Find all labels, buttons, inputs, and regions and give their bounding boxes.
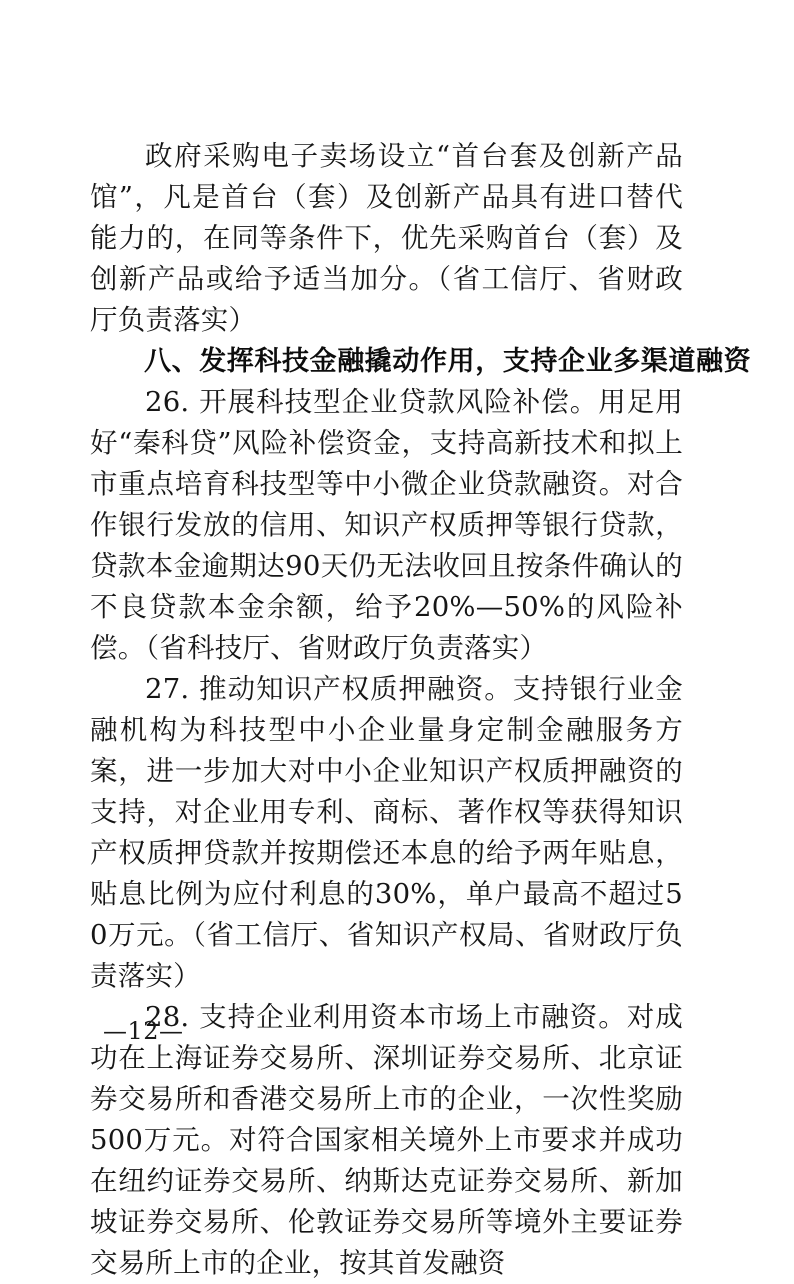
paragraph-item-26: 26. 开展科技型企业贷款风险补偿。用足用好“秦科贷”风险补偿资金，支持高新技术和拟上市重点培育科技型等中小微企业贷款融资。对合作银行发放的信用、知识产权质押等银行贷款，贷款本金逾期达90天仍无法收回且按条件确认的不良贷款本金余额，给予20%—50%的风险补偿。（省科技厅、省财政厅负责落实） <box>90 386 683 664</box>
section-heading-eight: 八、发挥科技金融撬动作用，支持企业多渠道融资 <box>144 346 752 377</box>
paragraph-carryover: 政府采购电子卖场设立“首台套及创新产品馆”，凡是首台（套）及创新产品具有进口替代能力的，在同等条件下，优先采购首台（套）及创新产品或给予适当加分。（省工信厅、省财政厅负责落实） <box>90 140 683 336</box>
paragraph-item-28: 28. 支持企业利用资本市场上市融资。对成功在上海证券交易所、深圳证券交易所、北京证券交易所和香港交易所上市的企业，一次性奖励500万元。对符合国家相关境外上市要求并成功在纽约证券交易所、纳斯达克证券交易所、新加坡证券交易所、伦敦证券交易所等境外主要证券交易所上市的企业，按其首发融资 <box>90 1001 683 1279</box>
page-number: —12— <box>103 1017 184 1045</box>
text-column <box>90 136 752 1284</box>
paragraph-item-27: 27. 推动知识产权质押融资。支持银行业金融机构为科技型中小企业量身定制金融服务方案，进一步加大对中小企业知识产权质押融资的支持，对企业用专利、商标、著作权等获得知识产权质押贷款并按期偿还本息的给予两年贴息，贴息比例为应付利息的30%，单户最高不超过50万元。（省工信厅、省知识产权局、省财政厅负责落实） <box>90 673 683 992</box>
